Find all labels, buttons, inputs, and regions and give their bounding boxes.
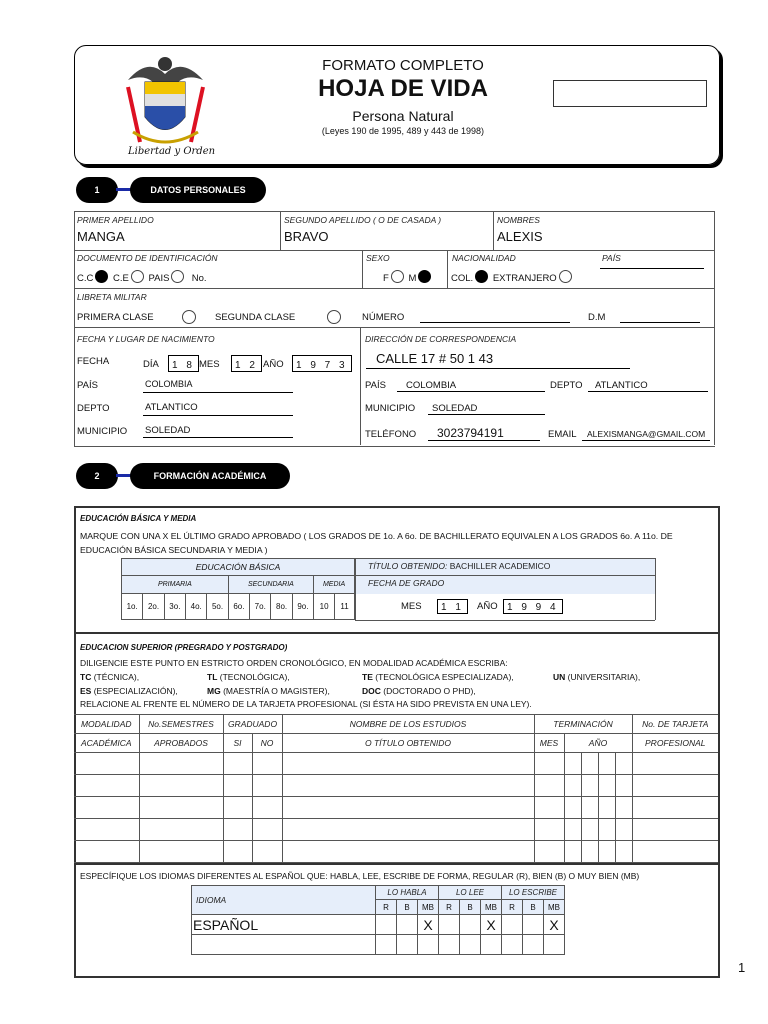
primer-apellido-field[interactable]: MANGA — [77, 229, 125, 244]
table-cell[interactable] — [632, 797, 718, 819]
table-cell[interactable] — [282, 775, 534, 797]
level-r-header: R — [439, 900, 460, 915]
table-cell[interactable] — [252, 841, 282, 863]
municipio-underline — [143, 437, 293, 438]
doc-label: DOCUMENTO DE IDENTIFICACIÓN — [77, 253, 218, 263]
code-tl-text: (TECNOLÓGICA), — [219, 672, 290, 682]
level-b-header: B — [523, 900, 544, 915]
page-title: HOJA DE VIDA — [318, 75, 488, 102]
idiomas-text-content: ESPECÍFIQUE LOS IDIOMAS DIFERENTES AL ESPAÑOL QUE: HABLA, LEE, ESCRIBE DE FORMA, REGULAR (R), BIEN (B) O MUY BIEN (MB) — [80, 871, 640, 881]
divider — [74, 288, 714, 289]
code-es: ES — [80, 686, 92, 696]
depto-field[interactable]: ATLANTICO — [145, 402, 198, 413]
idioma-cell[interactable] — [418, 935, 439, 955]
table-cell[interactable] — [615, 797, 632, 819]
corr-municipio-underline — [428, 414, 545, 415]
col-titulo: O TÍTULO OBTENIDO — [282, 734, 534, 753]
section1-right-border — [714, 211, 715, 445]
libreta-label: LIBRETA MILITAR — [77, 292, 147, 302]
direccion-field[interactable]: CALLE 17 # 50 1 43 — [376, 351, 494, 366]
table-cell[interactable] — [534, 753, 564, 775]
divider — [74, 632, 718, 634]
idioma-cell[interactable] — [460, 935, 481, 955]
table-cell[interactable] — [534, 841, 564, 863]
table-cell[interactable] — [534, 819, 564, 841]
lo-lee-header: LO LEE — [439, 886, 502, 900]
segundo-apellido-field[interactable]: BRAVO — [284, 229, 329, 244]
grado-anio-label: AÑO — [477, 601, 498, 612]
table-cell[interactable] — [598, 753, 615, 775]
nac-col-label: COL. — [451, 273, 474, 284]
page-number: 1 — [738, 960, 746, 975]
code-doc-text: (DOCTORADO O PHD), — [383, 686, 476, 696]
idiomas-table — [191, 885, 565, 955]
col-modalidad: MODALIDAD — [74, 715, 139, 734]
numero-label: NÚMERO — [362, 312, 405, 323]
sexo-label: SEXO — [366, 253, 390, 263]
corr-label: DIRECCIÓN DE CORRESPONDENCIA — [365, 334, 517, 344]
code-un-text: (UNIVERSITARIA), — [567, 672, 641, 682]
table-cell[interactable] — [223, 775, 252, 797]
table-row — [74, 819, 718, 841]
table-cell[interactable] — [252, 775, 282, 797]
divider — [360, 327, 361, 445]
header-line1: FORMATO COMPLETO — [322, 57, 484, 74]
nacionalidad-label: NACIONALIDAD — [452, 253, 516, 263]
table-cell[interactable] — [139, 819, 223, 841]
corr-depto-field[interactable]: ATLANTICO — [595, 380, 648, 391]
table-cell[interactable] — [615, 775, 632, 797]
level-r-header: R — [502, 900, 523, 915]
nombres-label: NOMBRES — [497, 215, 540, 225]
direccion-underline — [366, 368, 630, 369]
table-cell[interactable] — [223, 753, 252, 775]
superior-table — [74, 714, 718, 863]
level-r-header: R — [376, 900, 397, 915]
email-label: EMAIL — [548, 429, 577, 440]
divider — [355, 558, 356, 620]
divider — [74, 250, 714, 251]
grado-cell[interactable]: 5o. — [207, 594, 228, 620]
col-no: NO — [252, 734, 282, 753]
doc-pais-radio[interactable] — [171, 270, 184, 283]
table-cell[interactable] — [534, 775, 564, 797]
table-cell[interactable] — [223, 797, 252, 819]
superior-codes-5 — [80, 686, 178, 696]
col-mes: MES — [534, 734, 564, 753]
col-academica: ACADÉMICA — [74, 734, 139, 753]
table-row — [74, 775, 718, 797]
basica-text: MARQUE CON UNA X EL ÚLTIMO GRADO APROBADO ( LOS GRADOS DE 1o. A 6o. DE BACHILLERATO EQUIVALEN A LOS GRADOS 6o. A 11o. DE EDUCACIÓN BÁSICA SECUNDARIA Y MEDIA ) — [80, 531, 673, 555]
nombres-field[interactable]: ALEXIS — [497, 229, 543, 244]
dia-label: DÍA — [143, 359, 159, 370]
table-cell[interactable] — [632, 753, 718, 775]
grado-mes-field[interactable]: 1 1 — [437, 599, 468, 614]
divider — [655, 558, 656, 620]
code-tc: TC — [80, 672, 92, 682]
primer-apellido-label: PRIMER APELLIDO — [77, 215, 154, 225]
idioma-cell[interactable] — [376, 935, 397, 955]
superior-codes-3 — [362, 672, 514, 682]
email-underline — [582, 440, 710, 441]
anio-label: AÑO — [263, 359, 284, 370]
doc-cc-label: C.C — [77, 273, 94, 284]
table-cell[interactable] — [615, 819, 632, 841]
basica-title: EDUCACIÓN BÁSICA Y MEDIA — [80, 514, 197, 523]
sexo-f-label: F — [383, 273, 389, 284]
sexo-row — [383, 270, 433, 284]
col-profesional: PROFESIONAL — [632, 734, 718, 753]
section2-number: 2 — [76, 463, 118, 489]
table-cell[interactable] — [615, 753, 632, 775]
fecha-grado-label: FECHA DE GRADO — [368, 578, 445, 588]
idioma-cell[interactable] — [481, 935, 502, 955]
divider — [74, 327, 714, 328]
primera-clase-label: PRIMERA CLASE — [77, 312, 154, 323]
doc-type-row — [77, 270, 207, 284]
section2-title: FORMACIÓN ACADÉMICA — [130, 463, 290, 489]
pais-field[interactable]: COLOMBIA — [145, 379, 193, 389]
grado-cell[interactable]: 4o. — [186, 594, 207, 620]
pais-underline — [143, 392, 293, 393]
idioma-cell[interactable] — [397, 935, 418, 955]
code-es-text: (ESPECIALIZACIÓN), — [93, 686, 178, 696]
code-un: UN — [553, 672, 566, 682]
sexo-f-radio[interactable] — [391, 270, 404, 283]
grado-cell[interactable]: 7o. — [250, 594, 271, 620]
table-row — [74, 797, 718, 819]
code-tc-text: (TÉCNICA), — [93, 672, 140, 682]
idioma-cell[interactable] — [439, 915, 460, 935]
superior-codes-6 — [207, 686, 330, 696]
code-te: TE — [362, 672, 373, 682]
corr-pais-underline — [397, 391, 545, 392]
col-tarjeta: No. DE TARJETA — [632, 715, 718, 734]
grado-cell[interactable]: 10 — [314, 594, 335, 620]
lo-escribe-header: LO ESCRIBE — [502, 886, 565, 900]
divider — [362, 250, 363, 288]
table-cell[interactable] — [598, 775, 615, 797]
fecha-label: FECHA — [77, 356, 110, 367]
doc-pais-label: PAIS — [148, 273, 170, 284]
code-tl: TL — [207, 672, 218, 682]
table-cell[interactable] — [632, 775, 718, 797]
grado-cell[interactable]: 1o. — [122, 594, 143, 620]
nac-ext-label: EXTRANJERO — [492, 273, 557, 284]
secundaria-header: SECUNDARIA — [228, 576, 313, 594]
table-cell[interactable] — [74, 819, 139, 841]
basica-header: EDUCACIÓN BÁSICA — [122, 559, 355, 576]
corr-municipio-label: MUNICIPIO — [365, 403, 416, 414]
idioma-cell[interactable] — [376, 915, 397, 935]
sexo-m-radio[interactable] — [418, 270, 431, 283]
table-cell[interactable] — [139, 775, 223, 797]
table-cell[interactable] — [564, 819, 581, 841]
table-cell[interactable] — [252, 819, 282, 841]
table-cell[interactable] — [581, 841, 598, 863]
telefono-field[interactable]: 3023794191 — [437, 426, 504, 440]
municipio-field[interactable]: SOLEDAD — [145, 425, 191, 436]
nac-col-radio[interactable] — [475, 270, 488, 283]
depto-underline — [143, 415, 293, 416]
idioma-cell[interactable] — [192, 935, 376, 955]
level-mb-header: MB — [418, 900, 439, 915]
idioma-cell[interactable] — [523, 915, 544, 935]
table-cell[interactable] — [223, 841, 252, 863]
idioma-cell[interactable] — [439, 935, 460, 955]
telefono-label: TELÉFONO — [365, 429, 417, 440]
code-doc: DOC — [362, 686, 381, 696]
superior-codes-1 — [80, 672, 139, 682]
table-cell[interactable] — [615, 841, 632, 863]
table-cell[interactable] — [74, 841, 139, 863]
table-cell[interactable] — [252, 797, 282, 819]
idioma-cell[interactable] — [397, 915, 418, 935]
lee-mb-mark[interactable]: X — [481, 915, 502, 935]
table-cell[interactable] — [598, 819, 615, 841]
divider — [493, 211, 494, 250]
divider — [74, 863, 718, 865]
table-cell[interactable] — [581, 797, 598, 819]
idiomas-text — [80, 871, 639, 881]
table-cell[interactable] — [581, 775, 598, 797]
pais-nac-field[interactable] — [600, 268, 704, 269]
grado-cell[interactable]: 3o. — [164, 594, 185, 620]
table-cell[interactable] — [282, 797, 534, 819]
segunda-clase-radio[interactable] — [327, 310, 341, 324]
primera-clase-radio[interactable] — [182, 310, 196, 324]
depto-label: DEPTO — [77, 403, 110, 414]
habla-mb-mark[interactable]: X — [418, 915, 439, 935]
corr-pais-field[interactable]: COLOMBIA — [406, 380, 457, 391]
section1-title: DATOS PERSONALES — [130, 177, 266, 203]
table-cell[interactable] — [223, 819, 252, 841]
level-b-header: B — [397, 900, 418, 915]
col-nombre: NOMBRE DE LOS ESTUDIOS — [282, 715, 534, 734]
col-graduado: GRADUADO — [223, 715, 282, 734]
corr-pais-label: PAÍS — [365, 380, 386, 391]
table-cell[interactable] — [564, 797, 581, 819]
header-subtitle: Persona Natural — [352, 108, 454, 124]
col-anio: AÑO — [564, 734, 632, 753]
mes-field[interactable]: 1 2 — [231, 355, 262, 372]
section1-number: 1 — [76, 177, 118, 203]
code-te-text: (TECNOLÓGICA ESPECIALIZADA), — [375, 672, 514, 682]
titulo-label-text: TÍTULO OBTENIDO: — [368, 561, 448, 571]
divider — [355, 575, 655, 576]
table-cell[interactable] — [581, 819, 598, 841]
idioma-cell[interactable] — [544, 935, 565, 955]
grado-cell[interactable]: 2o. — [143, 594, 164, 620]
doc-ce-radio[interactable] — [131, 270, 144, 283]
grado-cell[interactable]: 8o. — [271, 594, 292, 620]
table-row — [74, 753, 718, 775]
table-cell[interactable] — [252, 753, 282, 775]
superior-codes-7 — [362, 686, 476, 696]
escribe-mb-mark[interactable]: X — [544, 915, 565, 935]
dm-field[interactable] — [620, 322, 700, 323]
coat-of-arms-logo — [118, 52, 216, 160]
mes-label: MES — [199, 359, 220, 370]
dia-field[interactable]: 1 8 — [168, 355, 199, 372]
level-mb-header: MB — [544, 900, 565, 915]
nac-ext-radio[interactable] — [559, 270, 572, 283]
table-cell[interactable] — [598, 797, 615, 819]
col-si: SI — [223, 734, 252, 753]
divider — [447, 250, 448, 288]
corr-municipio-field[interactable]: SOLEDAD — [432, 403, 478, 414]
table-cell[interactable] — [282, 841, 534, 863]
superior-codes-2 — [207, 672, 290, 682]
doc-number-label: No. — [191, 273, 207, 284]
table-cell[interactable] — [74, 797, 139, 819]
idioma-cell[interactable] — [502, 935, 523, 955]
table-cell[interactable] — [564, 841, 581, 863]
doc-cc-radio[interactable] — [95, 270, 108, 283]
table-cell[interactable] — [139, 753, 223, 775]
seal-caption: Libertad y Orden — [128, 146, 216, 157]
table-cell[interactable] — [74, 753, 139, 775]
divider — [355, 558, 655, 559]
table-cell[interactable] — [534, 797, 564, 819]
segundo-apellido-label: SEGUNDO APELLIDO ( O DE CASADA ) — [284, 215, 442, 225]
pais-nac-label: PAÍS — [602, 253, 621, 263]
sexo-m-label: M — [408, 273, 417, 284]
col-terminacion: TERMINACIÓN — [534, 715, 632, 734]
table-cell[interactable] — [74, 775, 139, 797]
idioma-cell[interactable] — [502, 915, 523, 935]
divider — [280, 211, 281, 250]
municipio-label: MUNICIPIO — [77, 426, 128, 437]
pais-label: PAÍS — [77, 380, 98, 391]
code-mg-text: (MAESTRÍA O MAGISTER), — [223, 686, 330, 696]
nacimiento-label: FECHA Y LUGAR DE NACIMIENTO — [77, 334, 215, 344]
grado-cell[interactable]: 9o. — [292, 594, 313, 620]
grados-table — [121, 558, 355, 620]
superior-line1: DILIGENCIE ESTE PUNTO EN ESTRICTO ORDEN CRONOLÓGICO, EN MODALIDAD ACADÉMICA ESCRIBA: — [80, 658, 508, 668]
segunda-clase-label: SEGUNDA CLASE — [215, 312, 296, 323]
doc-ce-label: C.E — [113, 273, 129, 284]
table-row — [74, 841, 718, 863]
col-semestres: No.SEMESTRES — [139, 715, 223, 734]
table-cell[interactable] — [598, 841, 615, 863]
header-laws: (Leyes 190 de 1995, 489 y 443 de 1998) — [321, 126, 485, 136]
table-cell[interactable] — [632, 841, 718, 863]
table-cell[interactable] — [282, 753, 534, 775]
grado-mes-label: MES — [401, 601, 422, 612]
nacionalidad-row — [451, 270, 574, 284]
table-cell[interactable] — [139, 841, 223, 863]
anio-field[interactable]: 1 9 7 3 — [292, 355, 352, 372]
col-aprobados: APROBADOS — [139, 734, 223, 753]
level-b-header: B — [460, 900, 481, 915]
table-cell[interactable] — [282, 819, 534, 841]
form-code-box[interactable] — [553, 80, 707, 107]
primaria-header: PRIMARIA — [122, 576, 229, 594]
dm-label: D.M — [588, 312, 606, 323]
table-cell[interactable] — [581, 753, 598, 775]
idioma-col: IDIOMA — [192, 886, 376, 915]
idioma-cell[interactable] — [460, 915, 481, 935]
numero-field[interactable] — [420, 322, 570, 323]
table-cell[interactable] — [139, 797, 223, 819]
table-cell[interactable] — [632, 819, 718, 841]
table-cell[interactable] — [564, 775, 581, 797]
table-cell[interactable] — [564, 753, 581, 775]
code-mg: MG — [207, 686, 221, 696]
corr-depto-label: DEPTO — [550, 380, 583, 391]
divider — [355, 620, 655, 621]
superior-line4: RELACIONE AL FRENTE EL NÚMERO DE LA TARJETA PROFESIONAL (SI ÉSTA HA SIDO PREVISTA EN UNA LEY). — [80, 699, 532, 709]
media-header: MEDIA — [314, 576, 355, 594]
grado-cell[interactable]: 11 — [335, 594, 355, 620]
grado-anio-field[interactable]: 1 9 9 4 — [503, 599, 563, 614]
titulo-field[interactable]: BACHILLER ACADEMICO — [449, 561, 551, 571]
idioma-1-field[interactable]: ESPAÑOL — [192, 915, 376, 935]
superior-title: EDUCACION SUPERIOR (PREGRADO Y POSTGRADO) — [80, 643, 288, 652]
superior-codes-4 — [553, 672, 640, 682]
email-field[interactable]: ALEXISMANGA@GMAIL.COM — [587, 429, 706, 439]
level-mb-header: MB — [481, 900, 502, 915]
corr-depto-underline — [588, 391, 708, 392]
grado-cell[interactable]: 6o. — [228, 594, 249, 620]
telefono-underline — [428, 440, 540, 441]
idioma-cell[interactable] — [523, 935, 544, 955]
titulo-label — [368, 561, 550, 571]
lo-habla-header: LO HABLA — [376, 886, 439, 900]
